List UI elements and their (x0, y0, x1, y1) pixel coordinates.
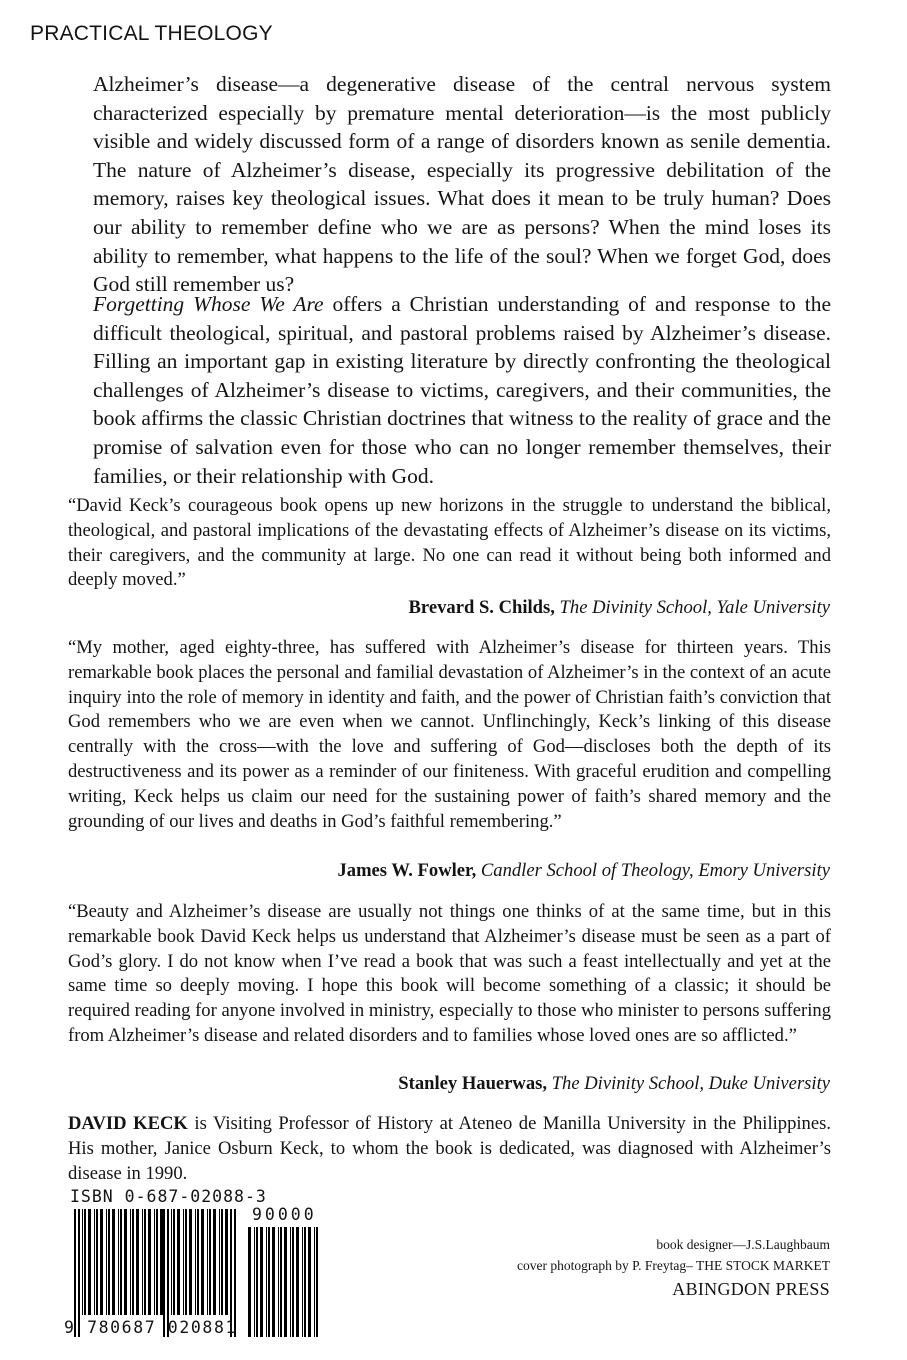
barcode-bar (112, 1209, 115, 1315)
endorser-name-3: Stanley Hauerwas, (398, 1073, 548, 1094)
description-text-2: offers a Christian understanding of and response to the difficult theological, spiritual, and pastoral problems raised by Alzheimer’s disease. Filling an important gap in existing literature by directly confronting the theological challenges of Alzheimer’s disease to victims, caregivers, and their communities, the book affirms the classic Christian doctrines that witness to the reality of grace and the promise of salvation even for those who can no longer remember themselves, their families, or their relationship with God. (93, 292, 831, 488)
category-label: PRACTICAL THEOLOGY (30, 22, 273, 45)
barcode-bar (272, 1227, 275, 1337)
description-paragraph-2 (93, 290, 831, 490)
barcode-bar (171, 1209, 172, 1315)
barcode-bar (154, 1209, 155, 1315)
endorsement-attribution-2 (337, 860, 830, 882)
barcode-bar (280, 1227, 282, 1337)
barcode-bar (201, 1209, 204, 1315)
barcode-bar (195, 1209, 196, 1315)
endorsement-attribution-3 (398, 1073, 830, 1095)
barcode-bar (304, 1227, 306, 1337)
barcode-bar (144, 1209, 146, 1315)
barcode-bar (197, 1209, 199, 1315)
barcode-bar (314, 1227, 315, 1337)
description-paragraph-1 (93, 70, 831, 299)
barcode-bar (177, 1209, 180, 1315)
barcode-bar (88, 1209, 91, 1315)
barcode-bar (278, 1227, 279, 1337)
description-text-1: Alzheimer’s disease—a degenerative disease of the central nervous system characterized especially by premature mental deterioration—is the most publicly visible and widely discussed form of a range of disorders known as senile dementia. The nature of Alzheimer’s disease, especially its progressive debilitation of the memory, raises key theological issues. What does it mean to be truly human? Does our ability to remember define who we are as persons? When the mind loses its ability to remember, what happens to the life of the soul? When we forget God, does God still remember us? (93, 72, 831, 297)
barcode-bar (156, 1209, 158, 1315)
author-bio (68, 1112, 831, 1186)
barcode-bar (118, 1209, 119, 1315)
barcode-bar (96, 1209, 98, 1315)
barcode-bar (225, 1209, 228, 1315)
barcode-bar (292, 1227, 294, 1337)
barcode-bar (148, 1209, 151, 1315)
endorser-name-1: Brevard S. Childs, (408, 597, 555, 618)
barcode-bar (219, 1209, 220, 1315)
barcode-bar (120, 1209, 122, 1315)
barcode-bar (268, 1227, 270, 1337)
barcode-bar (160, 1209, 163, 1315)
endorsement-attribution-1 (409, 597, 830, 619)
author-bio-text: is Visiting Professor of History at Ateneo de Manilla University in the Philippines. His mother, Janice Osburn Keck, to whom the book is dedicated, was diagnosed with Alzheimer’s disease in 1990. (68, 1113, 831, 1184)
barcode-bar (254, 1227, 255, 1337)
barcode-bar (221, 1209, 223, 1315)
barcode-bar (266, 1227, 267, 1337)
book-title: Forgetting Whose We Are (93, 292, 324, 316)
barcode-bar (296, 1227, 299, 1337)
isbn-number: ISBN 0-687-02088-3 (70, 1187, 267, 1206)
barcode-bar (173, 1209, 175, 1315)
endorser-affiliation-1: The Divinity School, Yale University (554, 597, 830, 618)
barcode-bar (108, 1209, 110, 1315)
barcode-bar (183, 1209, 184, 1315)
author-name: DAVID KECK (68, 1113, 188, 1134)
barcode-bar (260, 1227, 263, 1337)
photo-credit: cover photograph by P. Freytag– THE STOCK MARKET (517, 1258, 830, 1273)
designer-credit: book designer—J.S.Laughbaum (656, 1237, 830, 1252)
publisher-name: ABINGDON PRESS (672, 1279, 830, 1299)
barcode-bar (82, 1209, 83, 1315)
endorser-affiliation-2: Candler School of Theology, Emory University (476, 860, 830, 881)
barcode-bar (84, 1209, 86, 1315)
barcode-bar (106, 1209, 107, 1315)
endorsement-quote-2: “My mother, aged eighty-three, has suffered with Alzheimer’s disease for thirteen years. This remarkable book places the personal and familial devastation of Alzheimer’s in the context of an acute inquiry into the role of memory in identity and faith, and the power of Christian faith’s conviction that God remembers who we are even when we cannot. Unflinchingly, Keck’s linking of this disease centrally with the cross—with the love and suffering of God—discloses both the depth of its destructiveness and its power as a reminder of our finiteness. With graceful erudition and compelling writing, Keck helps us claim our need for the sustaining power of faith’s shared memory and the grounding of our lives and deaths in God’s faithful remembering.” (68, 637, 831, 832)
endorser-affiliation-3: The Divinity School, Duke University (547, 1073, 830, 1094)
barcode-bar (256, 1227, 258, 1337)
endorser-name-2: James W. Fowler, (337, 860, 477, 881)
barcode-ean-digits: 9 780687 020881 (64, 1318, 238, 1337)
barcode-bar (308, 1227, 311, 1337)
barcode-addon-digits: 90000 (252, 1205, 317, 1224)
barcode-bar (124, 1209, 127, 1315)
barcode-bar (142, 1209, 143, 1315)
barcode-bar (290, 1227, 291, 1337)
barcode-bar (94, 1209, 95, 1315)
credits (517, 1234, 830, 1302)
endorsement-quote-3: “Beauty and Alzheimer’s disease are usually not things one thinks of at the same time, but in this remarkable book David Keck helps us understand that Alzheimer’s disease must be seen as a part of God’s glory. I do not know when I’ve read a book that was such a feast intellectually and yet at the same time so deeply moving. I hope this book will become something of a classic; it should be required reading for anyone involved in ministry, especially to those who minister to persons suffering from Alzheimer’s disease and related disorders and to families whose loved ones are so afflicted.” (68, 901, 831, 1046)
barcode-bar (100, 1209, 103, 1315)
barcode-bar (316, 1227, 318, 1337)
barcode-bar (284, 1227, 287, 1337)
barcode-bar (207, 1209, 208, 1315)
barcode-bar (209, 1209, 211, 1315)
barcode-bar (185, 1209, 187, 1315)
barcode-bar (213, 1209, 216, 1315)
barcode-bar (132, 1209, 134, 1315)
endorsement-quote-1: “David Keck’s courageous book opens up new horizons in the struggle to understand the biblical, theological, and pastoral implications of the devastating effects of Alzheimer’s disease on its victims, their caregivers, and the community at large. No one can read it without being both informed and deeply moved.” (68, 495, 831, 591)
barcode-bar (130, 1209, 131, 1315)
barcode-bar (189, 1209, 192, 1315)
barcode-bar (136, 1209, 139, 1315)
barcode-bar (248, 1227, 251, 1337)
barcode-bar (302, 1227, 303, 1337)
